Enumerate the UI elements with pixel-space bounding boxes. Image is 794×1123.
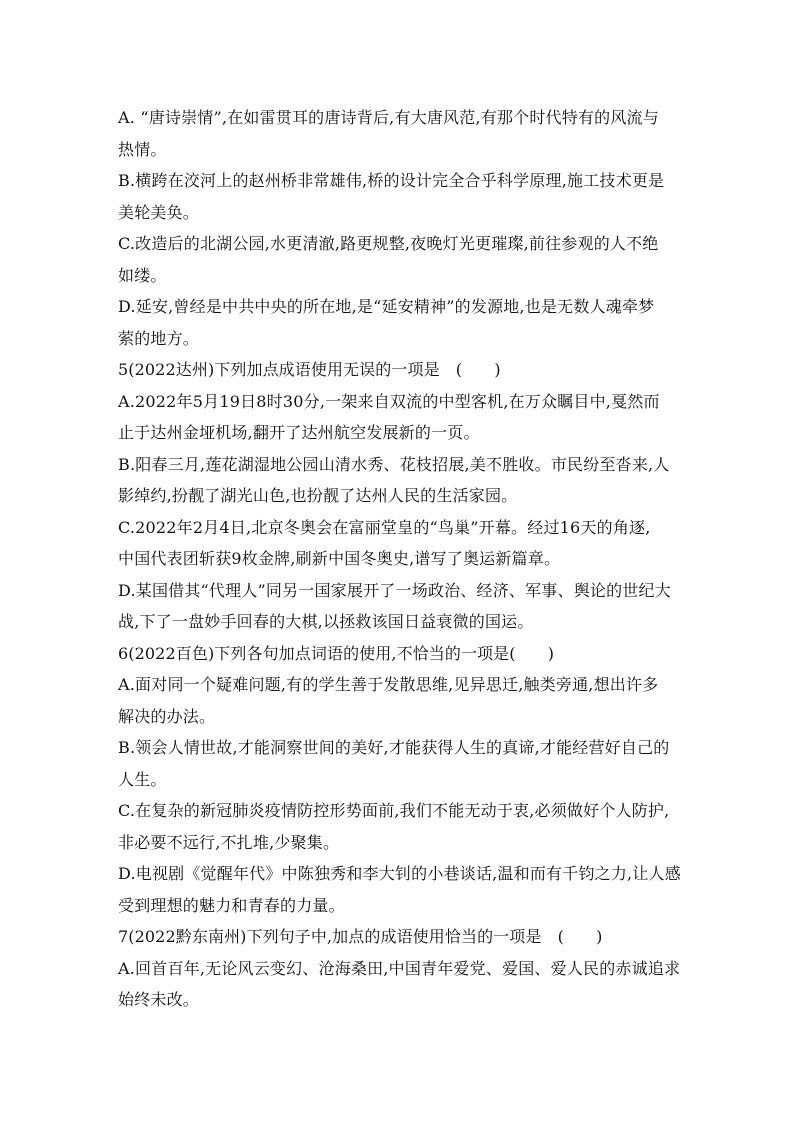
option-line: 解决的办法。 bbox=[118, 706, 216, 726]
question-heading: 6(2022百色)下列各句加点词语的使用,不恰当的一项是( ) bbox=[118, 643, 555, 663]
option-line: 非必要不远行,不扎堆,少聚集。 bbox=[118, 832, 340, 852]
option-line: B.横跨在洨河上的赵州桥非常雄伟,桥的设计完全合乎科学原理,施工技术更是 bbox=[118, 171, 665, 190]
option-line: D.电视剧《觉醒年代》中陈独秀和李大钊的小巷谈话,温和而有千钧之力,让人感 bbox=[118, 864, 681, 883]
option-line: 美轮美奂。 bbox=[118, 202, 200, 222]
option-line: A.回首百年,无论风云变幻、沧海桑田,中国青年爱党、爱国、爱人民的赤诚追求 bbox=[118, 958, 681, 978]
question-heading: 7(2022黔东南州)下列句子中,加点的成语使用恰当的一项是 ( ) bbox=[118, 927, 603, 946]
option-line: A.面对同一个疑难问题,有的学生善于发散思维,见异思迁,触类旁通,想出许多 bbox=[118, 675, 659, 694]
option-line: C.2022年2月4日,北京冬奥会在富丽堂皇的“鸟巢”开幕。经过16天的角逐, bbox=[118, 517, 651, 537]
option-line: B.阳春三月,莲花湖湿地公园山清水秀、花枝招展,美不胜收。市民纷至沓来,人 bbox=[118, 454, 670, 474]
option-line: 人生。 bbox=[118, 769, 167, 789]
option-line: 中国代表团斩获9枚金牌,刷新中国冬奥史,谱写了奥运新篇章。 bbox=[118, 549, 561, 568]
question-text-block bbox=[118, 102, 681, 1016]
option-line: 战,下了一盘妙手回春的大棋,以拯救该国日益衰微的国运。 bbox=[118, 612, 534, 631]
option-line: C.改造后的北湖公园,水更清澈,路更规整,夜晚灯光更璀璨,前往参观的人不绝 bbox=[118, 234, 659, 253]
option-line: 影绰约,扮靓了湖光山色,也扮靓了达州人民的生活家园。 bbox=[118, 486, 518, 505]
option-line: D.某国借其“代理人”同另一国家展开了一场政治、经济、军事、舆论的世纪大 bbox=[118, 580, 671, 600]
option-line: D.延安,曾经是中共中央的所在地,是“延安精神”的发源地,也是无数人魂牵梦 bbox=[118, 297, 655, 316]
option-line: A. “唐诗崇情”,在如雷贯耳的唐诗背后,有大唐风范,有那个时代特有的风流与 bbox=[118, 108, 659, 127]
option-line: 始终未改。 bbox=[118, 990, 200, 1009]
option-line: 止于达州金垭机场,翻开了达州航空发展新的一页。 bbox=[118, 423, 480, 442]
option-line: 受到理想的魅力和青春的力量。 bbox=[118, 895, 345, 915]
option-line: A.2022年5月19日8时30分,一架来自双流的中型客机,在万众瞩目中,戛然而 bbox=[118, 391, 660, 411]
question-heading: 5(2022达州)下列加点成语使用无误的一项是 ( ) bbox=[118, 360, 501, 379]
option-line: 如缕。 bbox=[118, 265, 167, 285]
option-line: 热情。 bbox=[118, 139, 167, 159]
option-line: 萦的地方。 bbox=[118, 328, 200, 348]
option-line: C.在复杂的新冠肺炎疫情防控形势面前,我们不能无动于衷,必须做好个人防护, bbox=[118, 801, 670, 820]
option-line: B.领会人情世故,才能洞察世间的美好,才能获得人生的真谛,才能经营好自己的 bbox=[118, 738, 670, 757]
